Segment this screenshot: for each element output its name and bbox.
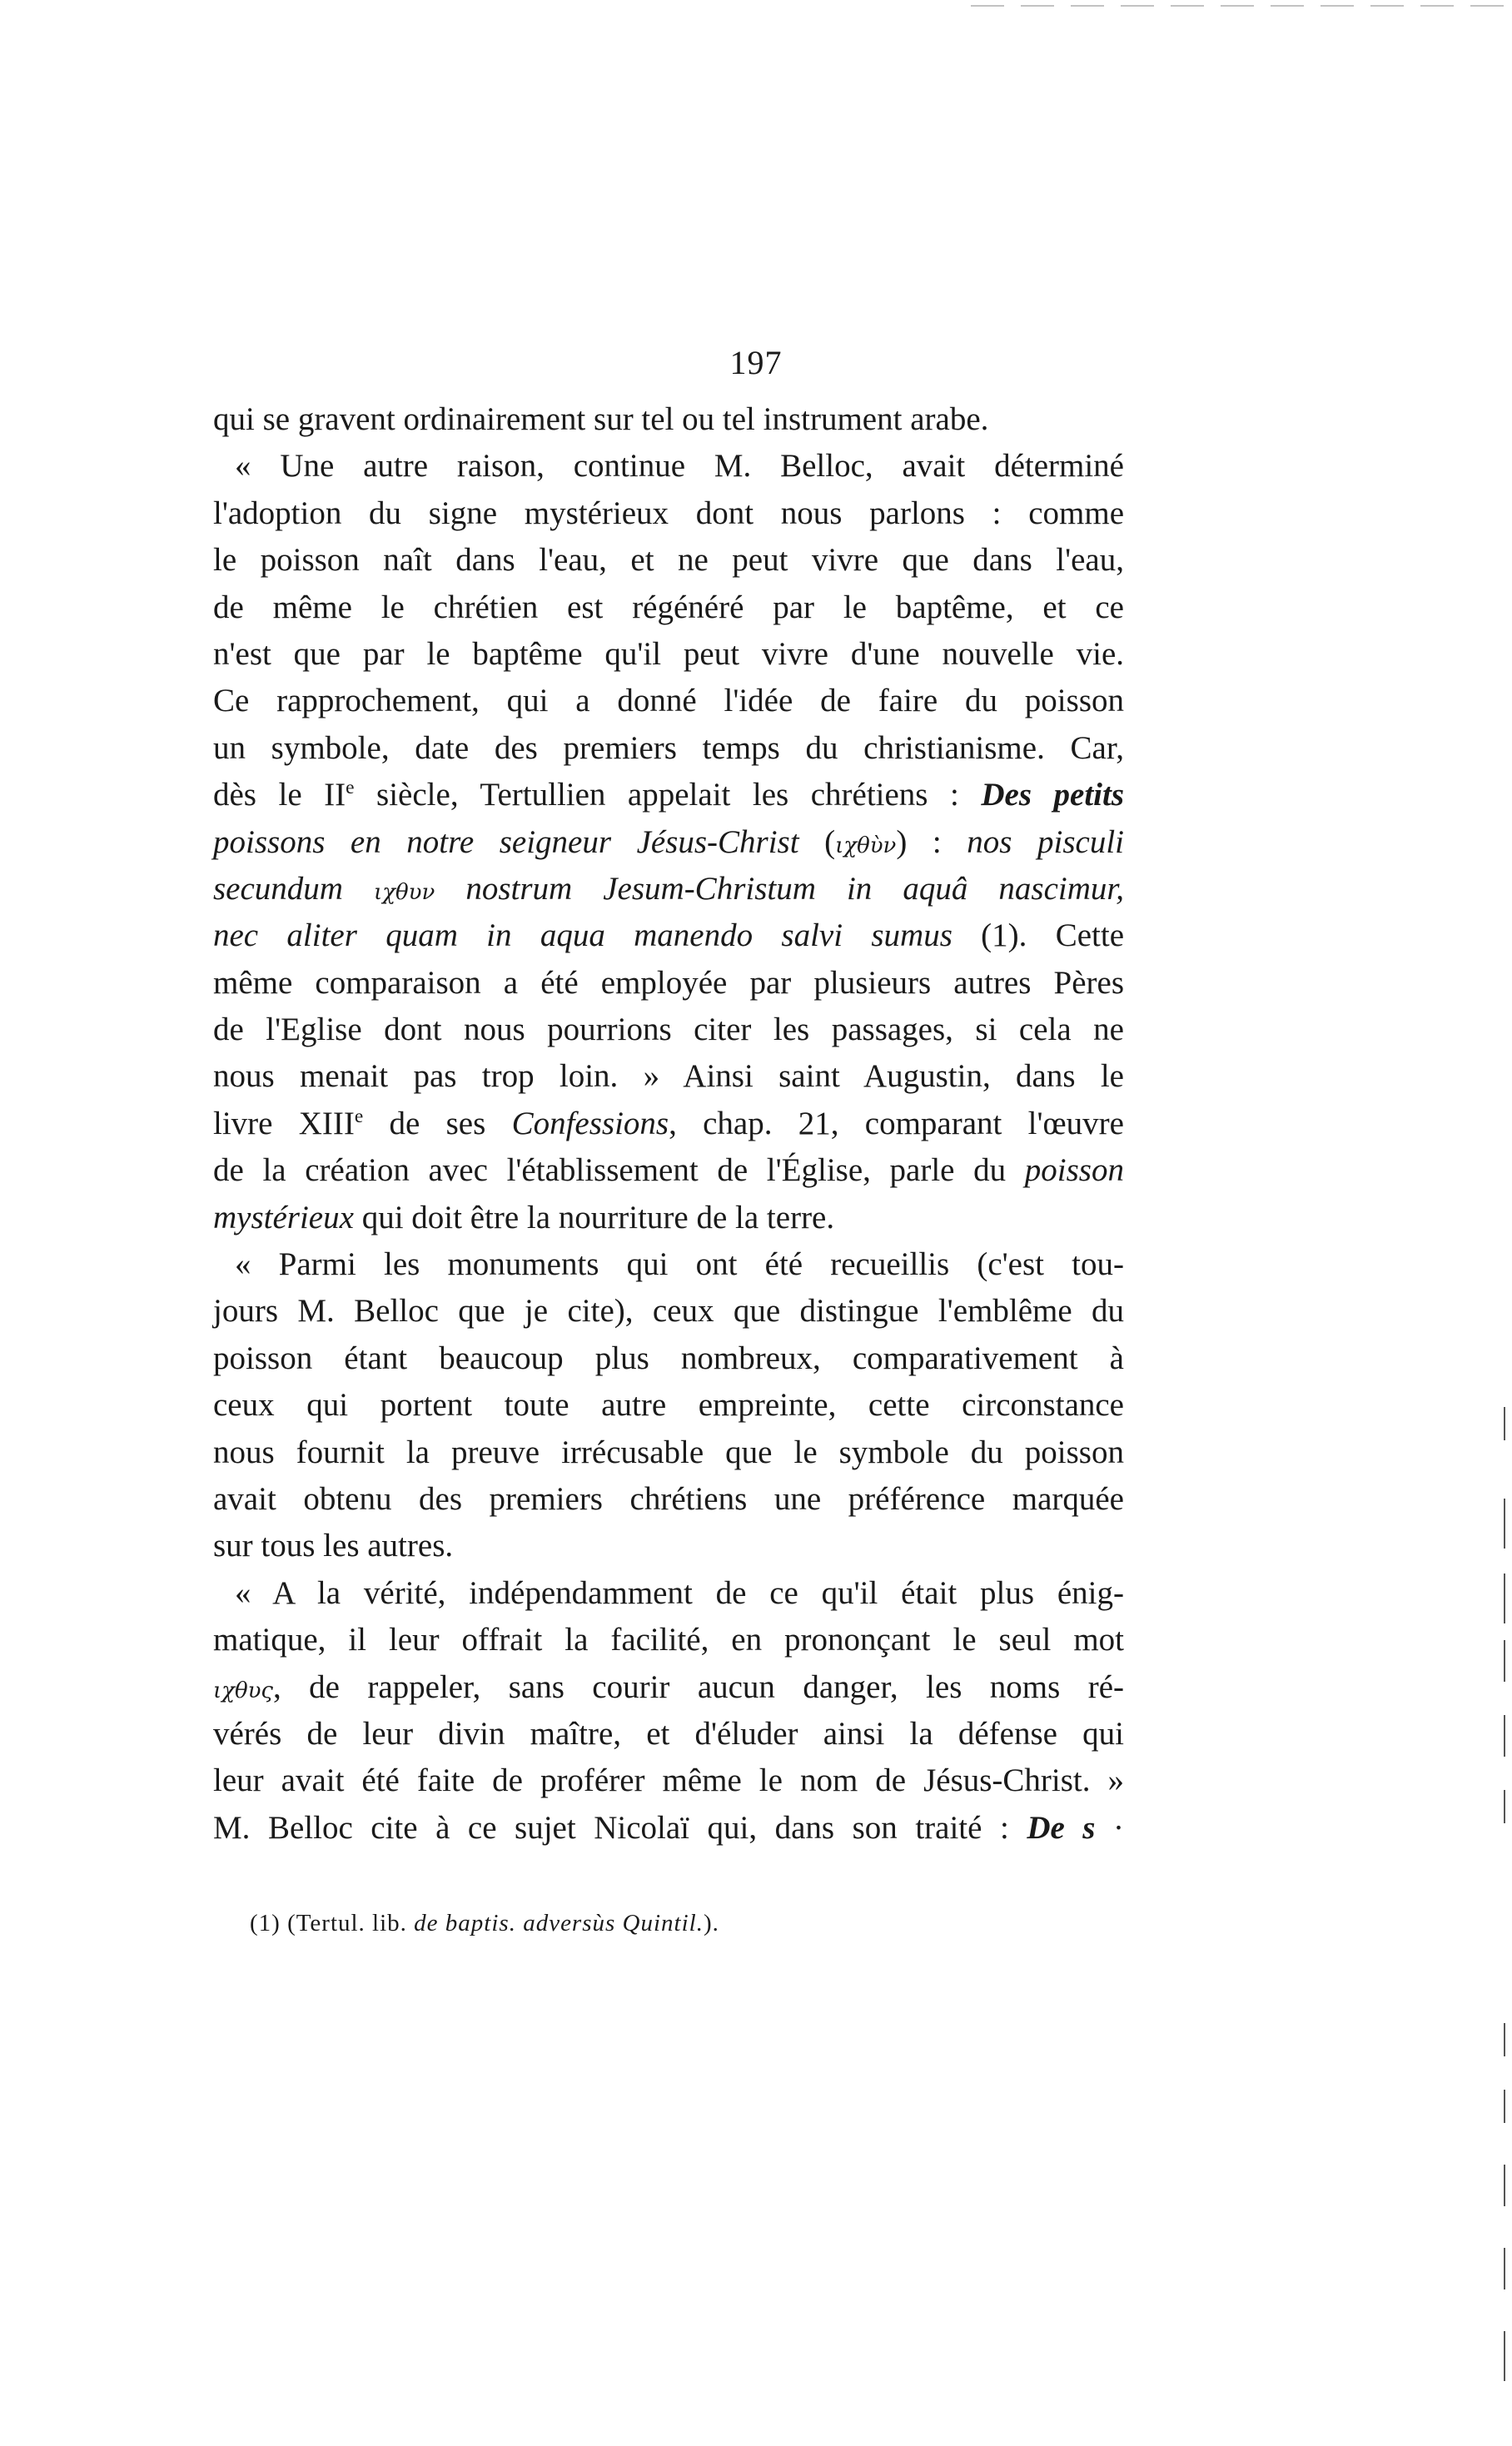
text-line bbox=[213, 1382, 1124, 1429]
italic-text: Des petits bbox=[981, 777, 1125, 813]
text-run: « Parmi les monuments qui ont été recueillis (c'est tou- bbox=[235, 1246, 1124, 1283]
superscript: e bbox=[346, 777, 355, 799]
greek-word: ιχθυν bbox=[374, 879, 435, 905]
scan-edge-marks bbox=[971, 5, 1504, 7]
italic-text: secundum bbox=[213, 870, 375, 907]
text-line bbox=[213, 1147, 1124, 1194]
text-line bbox=[213, 1241, 1124, 1288]
text-run: M. Belloc cite à ce sujet Nicolaï qui, dans son traité : bbox=[213, 1809, 1027, 1846]
text-run: ceux qui portent toute autre empreinte, cette circonstance bbox=[213, 1387, 1124, 1424]
text-line bbox=[213, 1523, 1124, 1569]
text-run: qui se gravent ordinairement sur tel ou tel instrument arabe. bbox=[213, 401, 989, 437]
text-line bbox=[213, 396, 1124, 443]
text-run: jours M. Belloc que je cite), ceux que distingue l'emblême du bbox=[213, 1293, 1124, 1330]
text-line bbox=[213, 1711, 1124, 1757]
scan-artifact-line bbox=[1504, 2023, 1505, 2056]
text-line bbox=[213, 1429, 1124, 1476]
text-line bbox=[213, 960, 1124, 1007]
text-line bbox=[213, 1101, 1124, 1147]
text-run: le poisson naît dans l'eau, et ne peut vivre que dans l'eau, bbox=[213, 542, 1124, 579]
text-run: ). bbox=[703, 1910, 719, 1936]
text-run: , de rappeler, sans courir aucun danger, les noms ré- bbox=[272, 1668, 1124, 1705]
greek-word: ιχθυς bbox=[213, 1678, 273, 1703]
italic-text: poissons en notre seigneur Jésus-Christ bbox=[213, 823, 799, 860]
text-run: de l'Eglise dont nous pourrions citer les passages, si cela ne bbox=[213, 1012, 1124, 1048]
text-run: poisson étant beaucoup plus nombreux, comparativement à bbox=[213, 1340, 1124, 1376]
text-run: livre XIII bbox=[213, 1105, 355, 1141]
text-run: , chap. 21, comparant l'œuvre bbox=[669, 1105, 1124, 1141]
text-line bbox=[213, 678, 1124, 724]
text-run: nous menait pas trop loin. » Ainsi saint Augustin, dans le bbox=[213, 1058, 1124, 1095]
text-run: ) : bbox=[896, 823, 967, 860]
text-line bbox=[213, 1053, 1124, 1100]
greek-word: ιχθὺν bbox=[835, 833, 897, 858]
italic-text: Confessions bbox=[511, 1105, 669, 1141]
text-line bbox=[213, 631, 1124, 678]
text-run: de même le chrétien est régénéré par le baptême, et ce bbox=[213, 589, 1124, 625]
text-line bbox=[213, 1335, 1124, 1382]
text-line bbox=[213, 772, 1124, 818]
scan-artifact-line bbox=[1504, 1573, 1505, 1623]
text-run: l'adoption du signe mystérieux dont nous parlons : comme bbox=[213, 495, 1124, 531]
text-run: un symbole, date des premiers temps du christianisme. Car, bbox=[213, 729, 1124, 766]
text-run: « Une autre raison, continue M. Belloc, avait déterminé bbox=[235, 448, 1124, 485]
text-run: même comparaison a été employée par plusieurs autres Pères bbox=[213, 964, 1124, 1001]
text-line bbox=[213, 1195, 1124, 1241]
scan-artifact-line bbox=[1504, 2331, 1505, 2381]
text-run: Ce rapprochement, qui a donné l'idée de faire du poisson bbox=[213, 683, 1124, 719]
text-line bbox=[213, 1288, 1124, 1335]
text-run: sur tous les autres. bbox=[213, 1528, 454, 1564]
scan-artifact-line bbox=[1504, 1790, 1505, 1823]
italic-text: mystérieux bbox=[213, 1199, 354, 1235]
text-line bbox=[213, 1007, 1124, 1053]
superscript: e bbox=[354, 1105, 364, 1127]
text-run: matique, il leur offrait la facilité, en prononçant le seul mot bbox=[213, 1622, 1124, 1658]
text-line bbox=[213, 1570, 1124, 1617]
scan-artifact-line bbox=[1504, 2090, 1505, 2123]
italic-text: de baptis. adversùs Quintil. bbox=[414, 1910, 704, 1936]
scan-artifact-line bbox=[1504, 2165, 1505, 2206]
text-line bbox=[213, 1476, 1124, 1523]
text-line bbox=[213, 490, 1124, 537]
text-line bbox=[213, 725, 1124, 772]
text-run: (1). Cette bbox=[952, 917, 1125, 954]
text-line bbox=[213, 912, 1124, 959]
text-run: n'est que par le baptême qu'il peut vivre d'une nouvelle vie. bbox=[213, 635, 1124, 672]
scan-artifact-line bbox=[1504, 1499, 1505, 1549]
text-run: ( bbox=[798, 823, 836, 860]
italic-text: nos pisculi bbox=[967, 823, 1125, 860]
italic-text: nec aliter quam in aqua manendo salvi sumus bbox=[213, 917, 952, 954]
scan-artifact-line bbox=[1504, 1640, 1505, 1682]
text-run: vérés de leur divin maître, et d'éluder ainsi la défense qui bbox=[213, 1715, 1124, 1752]
page-number: 197 bbox=[729, 344, 783, 381]
text-line bbox=[213, 443, 1124, 490]
italic-text: poisson bbox=[1024, 1152, 1124, 1189]
text-line bbox=[213, 866, 1124, 912]
italic-text: De s bbox=[1027, 1809, 1096, 1846]
scan-artifact-line bbox=[1504, 1407, 1505, 1440]
text-run: de la création avec l'établissement de l'Église, parle du bbox=[213, 1152, 1025, 1189]
text-line bbox=[213, 1757, 1124, 1804]
text-run: (1) (Tertul. lib. bbox=[250, 1910, 415, 1936]
text-run: avait obtenu des premiers chrétiens une préférence marquée bbox=[213, 1480, 1124, 1517]
text-run: dès le II bbox=[213, 777, 346, 813]
text-line bbox=[213, 537, 1124, 584]
text-run: siècle, Tertullien appelait les chrétiens : bbox=[354, 777, 982, 813]
italic-text: nostrum Jesum-Christum in aquâ nascimur, bbox=[435, 870, 1124, 907]
text-line bbox=[213, 1617, 1124, 1663]
text-line bbox=[213, 584, 1124, 631]
text-run: « A la vérité, indépendamment de ce qu'il était plus énig- bbox=[235, 1574, 1124, 1611]
footnote bbox=[250, 1907, 719, 1940]
scan-artifact-line bbox=[1504, 1715, 1505, 1757]
body-text bbox=[213, 396, 1124, 1852]
text-run: qui doit être la nourriture de la terre. bbox=[353, 1199, 835, 1235]
scan-artifact-line bbox=[1504, 2248, 1505, 2289]
text-run: de ses bbox=[363, 1105, 512, 1141]
text-run: · bbox=[1095, 1809, 1124, 1846]
text-run: nous fournit la preuve irrécusable que le symbole du poisson bbox=[213, 1434, 1124, 1470]
text-line bbox=[213, 1664, 1124, 1711]
text-run: leur avait été faite de proférer même le nom de Jésus-Christ. » bbox=[213, 1762, 1124, 1799]
text-line bbox=[213, 819, 1124, 866]
text-line bbox=[213, 1805, 1124, 1852]
